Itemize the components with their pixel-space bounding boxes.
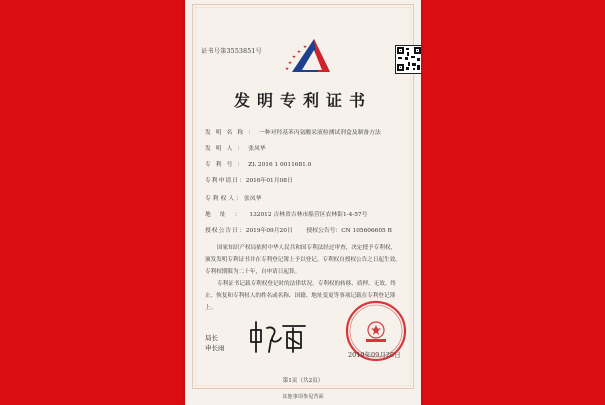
director-block (205, 333, 225, 353)
field-value: 2019年09月20日 (245, 228, 293, 234)
field-patent-number (205, 159, 311, 168)
field-value: CN 105606605 B (341, 228, 392, 234)
body-paragraph: 专利证书记载专利权登记时的法律状况。专利权的转移、质押、无效、终止、恢复和专利权人的姓名或名称、国籍、地址变更等事项记载在专利登记簿上。 (205, 281, 397, 311)
field-label: 专利申请日： (205, 178, 246, 184)
director-title: 局长 (205, 334, 218, 342)
field-label: 专利号： (205, 162, 249, 168)
page-number: 第1页（共2页） (282, 378, 324, 384)
footer-note: 其他事项参见背面 (282, 394, 324, 400)
field-value: 132012 吉林省吉林市船营区农林街1-4-57号 (249, 212, 368, 218)
field-label: 授权公告号： (306, 228, 342, 234)
field-inventor (205, 143, 266, 152)
field-address (205, 209, 367, 218)
cnipa-logo-icon (284, 34, 338, 80)
field-value: 一种对羟基苯丙氨酸采液检测试剂盒及制备方法 (259, 130, 381, 136)
field-label: 专利权人： (205, 196, 244, 202)
director-name: 申长雨 (205, 344, 225, 352)
field-value: ZL 2016 1 0011681.0 (248, 162, 312, 168)
field-invention-name (205, 127, 381, 136)
certificate-title: 发明专利证书 (233, 91, 372, 110)
field-label: 授权公告日： (205, 228, 246, 234)
qr-code (395, 45, 421, 74)
field-label: 地址： (205, 212, 250, 218)
seal-date: 2019年09月20日 (348, 351, 401, 359)
field-patentee (205, 193, 261, 202)
body-paragraph: 国家知识产权局依照中华人民共和国专利法经过审查，决定授予专利权，颁发发明专利证书并在专利登记簿上予以登记。专利权自授权公告之日起生效。专利权期限为二十年，自申请日起算。 (205, 245, 401, 275)
patent-certificate (185, 0, 421, 405)
field-grant-date (205, 225, 392, 234)
director-signature (247, 318, 309, 356)
certificate-number: 证书号第3553851号 (201, 48, 262, 55)
field-application-date (205, 175, 293, 184)
field-label: 发明名称： (205, 130, 259, 136)
field-label: 发明人： (205, 146, 249, 152)
field-value: 张凤华 (244, 196, 262, 202)
field-value: 张凤华 (248, 146, 266, 152)
field-value: 2016年01月08日 (245, 178, 293, 184)
